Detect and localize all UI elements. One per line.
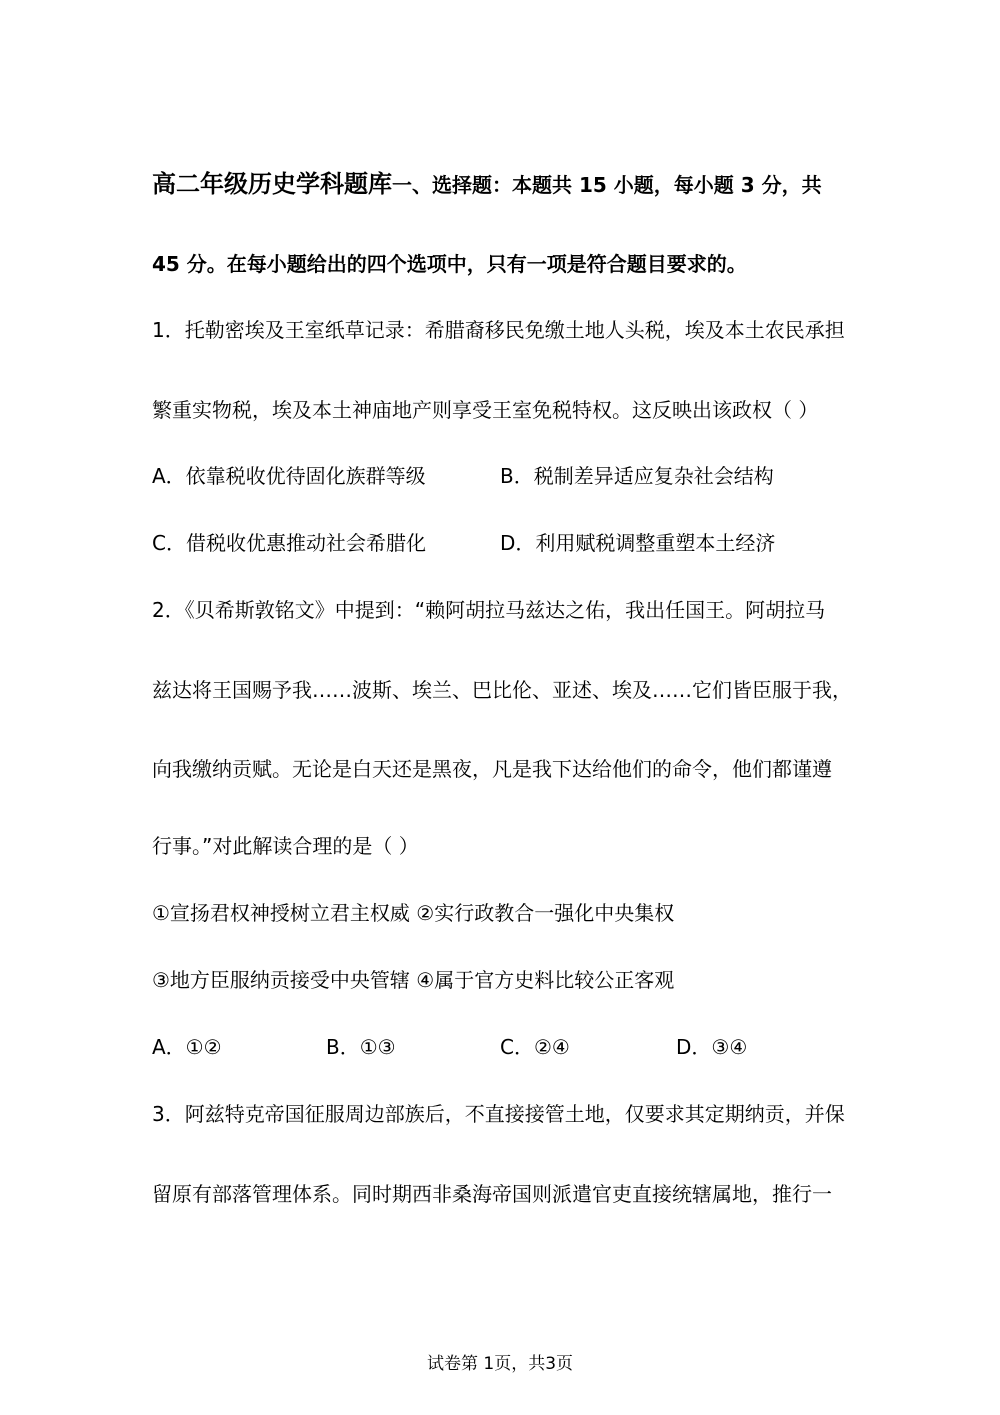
question-2-option-d: D．③④ xyxy=(676,1035,748,1059)
question-2-text: 向我缴纳贡赋。无论是白天还是黑夜，凡是我下达给他们的命令，他们都谨遵 xyxy=(152,757,832,781)
question-2-text: 2．《贝希斯敦铭文》中提到：“赖阿胡拉马兹达之佑，我出任国王。阿胡拉马 xyxy=(152,598,826,622)
section-instructions: 一、选择题：本题共 15 小题，每小题 3 分，共 xyxy=(392,173,822,197)
question-1-option-d: D．利用赋税调整重塑本土经济 xyxy=(500,531,776,555)
question-2-text: 兹达将王国赐予我……波斯、埃兰、巴比伦、亚述、埃及……它们皆臣服于我， xyxy=(152,678,852,702)
heading-line-1 xyxy=(152,172,822,197)
section-instructions-cont: 45 分。在每小题给出的四个选项中，只有一项是符合题目要求的。 xyxy=(152,252,747,276)
question-2-option-a: A．①② xyxy=(152,1035,222,1059)
question-3-text: 3．阿兹特克帝国征服周边部族后，不直接接管土地，仅要求其定期纳贡，并保 xyxy=(152,1102,845,1126)
question-1-text: 1．托勒密埃及王室纸草记录：希腊裔移民免缴土地人头税，埃及本土农民承担 xyxy=(152,318,845,342)
question-2-option-c: C．②④ xyxy=(500,1035,570,1059)
question-1-option-a: A．依靠税收优待固化族群等级 xyxy=(152,464,426,488)
question-2-statements: ①宣扬君权神授树立君主权威 ②实行政教合一强化中央集权 xyxy=(152,901,675,925)
page-title: 高二年级历史学科题库 xyxy=(152,170,392,198)
question-1-option-c: C．借税收优惠推动社会希腊化 xyxy=(152,531,426,555)
question-2-statements: ③地方臣服纳贡接受中央管辖 ④属于官方史料比较公正客观 xyxy=(152,968,675,992)
question-3-text: 留原有部落管理体系。同时期西非桑海帝国则派遣官吏直接统辖属地，推行一 xyxy=(152,1182,832,1206)
page-footer: 试卷第 1页，共3页 xyxy=(426,1354,574,1374)
question-1-option-b: B．税制差异适应复杂社会结构 xyxy=(500,464,774,488)
question-2-text: 行事。”对此解读合理的是（ ） xyxy=(152,834,419,858)
question-2-option-b: B．①③ xyxy=(326,1035,396,1059)
question-1-text: 繁重实物税，埃及本土神庙地产则享受王室免税特权。这反映出该政权（ ） xyxy=(152,398,819,422)
